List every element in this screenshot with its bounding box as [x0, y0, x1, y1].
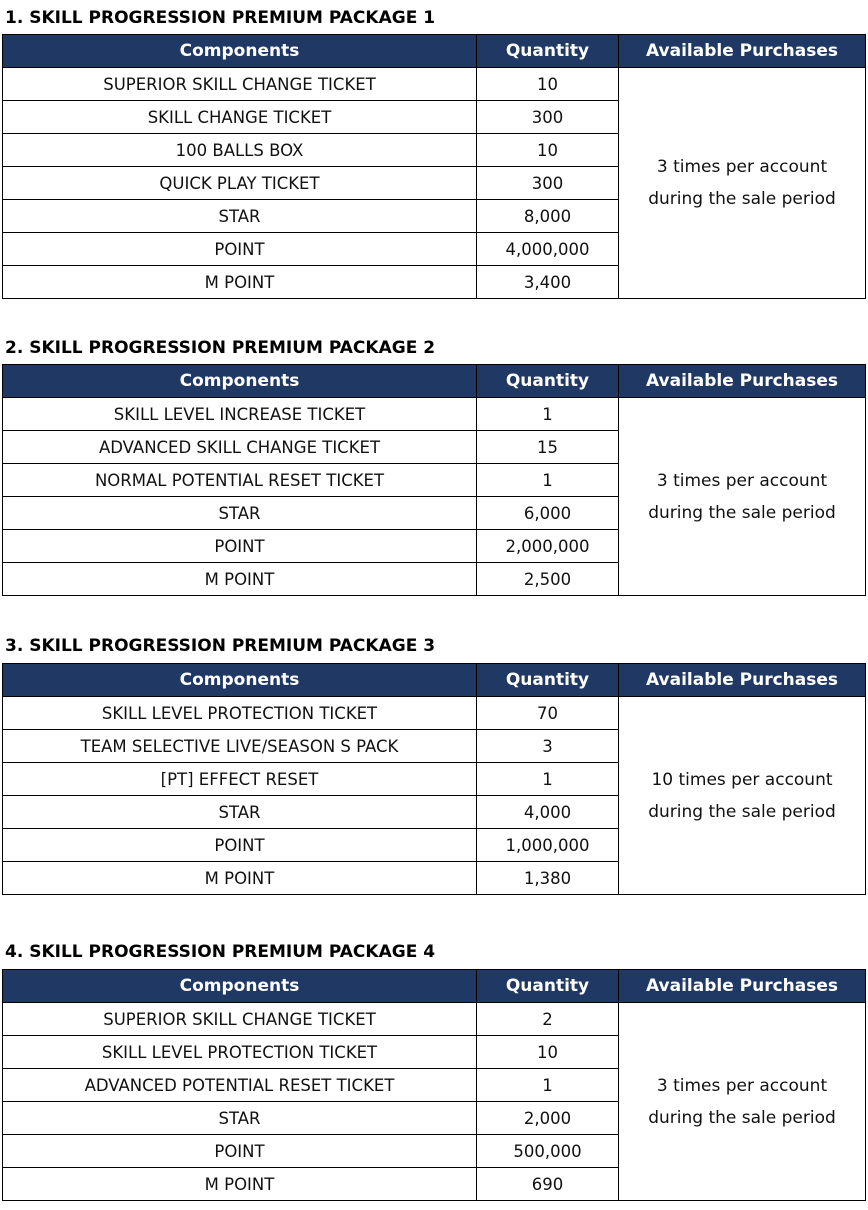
column-header-components: Components [3, 365, 477, 398]
quantity-cell: 10 [477, 1036, 619, 1069]
table-header-row [3, 970, 866, 1003]
quantity-cell: 1 [477, 1069, 619, 1102]
component-cell: 100 BALLS BOX [3, 134, 477, 167]
quantity-cell: 300 [477, 167, 619, 200]
component-cell: M POINT [3, 266, 477, 299]
component-cell: SUPERIOR SKILL CHANGE TICKET [3, 68, 477, 101]
quantity-cell: 500,000 [477, 1135, 619, 1168]
column-header-available-purchases: Available Purchases [619, 664, 866, 697]
column-header-available-purchases: Available Purchases [619, 35, 866, 68]
purchase-period-text: during the sale period [648, 502, 836, 523]
table-header-row [3, 35, 866, 68]
quantity-cell: 1 [477, 464, 619, 497]
component-cell: [PT] EFFECT RESET [3, 763, 477, 796]
component-cell: SKILL LEVEL PROTECTION TICKET [3, 1036, 477, 1069]
component-cell: SKILL LEVEL PROTECTION TICKET [3, 697, 477, 730]
component-cell: TEAM SELECTIVE LIVE/SEASON S PACK [3, 730, 477, 763]
component-cell: NORMAL POTENTIAL RESET TICKET [3, 464, 477, 497]
component-cell: POINT [3, 1135, 477, 1168]
table-row [3, 697, 866, 730]
component-cell: M POINT [3, 862, 477, 895]
quantity-cell: 1 [477, 398, 619, 431]
component-cell: POINT [3, 530, 477, 563]
quantity-cell: 690 [477, 1168, 619, 1201]
quantity-cell: 1,000,000 [477, 829, 619, 862]
package-title: 4. SKILL PROGRESSION PREMIUM PACKAGE 4 [5, 942, 436, 962]
quantity-cell: 1,380 [477, 862, 619, 895]
package-title: 3. SKILL PROGRESSION PREMIUM PACKAGE 3 [5, 636, 436, 656]
package-1-table [2, 34, 866, 299]
component-cell: M POINT [3, 1168, 477, 1201]
component-cell: SKILL CHANGE TICKET [3, 101, 477, 134]
quantity-cell: 2 [477, 1003, 619, 1036]
column-header-available-purchases: Available Purchases [619, 970, 866, 1003]
quantity-cell: 2,000 [477, 1102, 619, 1135]
package-title: 1. SKILL PROGRESSION PREMIUM PACKAGE 1 [5, 8, 436, 28]
component-cell: ADVANCED SKILL CHANGE TICKET [3, 431, 477, 464]
available-purchases-cell [619, 697, 866, 895]
quantity-cell: 10 [477, 68, 619, 101]
quantity-cell: 300 [477, 101, 619, 134]
quantity-cell: 8,000 [477, 200, 619, 233]
column-header-quantity: Quantity [477, 970, 619, 1003]
column-header-quantity: Quantity [477, 365, 619, 398]
package-3-table [2, 663, 866, 895]
package-2-table [2, 364, 866, 596]
table-header-row [3, 664, 866, 697]
quantity-cell: 4,000 [477, 796, 619, 829]
available-purchases-cell [619, 1003, 866, 1201]
quantity-cell: 10 [477, 134, 619, 167]
quantity-cell: 15 [477, 431, 619, 464]
quantity-cell: 2,500 [477, 563, 619, 596]
quantity-cell: 70 [477, 697, 619, 730]
column-header-components: Components [3, 970, 477, 1003]
available-purchases-cell [619, 68, 866, 299]
purchase-limit-text: 10 times per account [651, 769, 833, 790]
component-cell: STAR [3, 1102, 477, 1135]
column-header-components: Components [3, 35, 477, 68]
component-cell: POINT [3, 829, 477, 862]
table-row [3, 68, 866, 101]
purchase-limit-text: 3 times per account [656, 157, 828, 177]
purchase-period-text: during the sale period [648, 1107, 836, 1128]
table-row [3, 1003, 866, 1036]
purchase-period-text: during the sale period [648, 189, 836, 209]
package-title: 2. SKILL PROGRESSION PREMIUM PACKAGE 2 [5, 338, 436, 358]
table-row [3, 398, 866, 431]
component-cell: POINT [3, 233, 477, 266]
quantity-cell: 2,000,000 [477, 530, 619, 563]
table-header-row [3, 365, 866, 398]
purchase-period-text: during the sale period [648, 801, 836, 822]
column-header-components: Components [3, 664, 477, 697]
quantity-cell: 4,000,000 [477, 233, 619, 266]
component-cell: STAR [3, 497, 477, 530]
quantity-cell: 6,000 [477, 497, 619, 530]
component-cell: SKILL LEVEL INCREASE TICKET [3, 398, 477, 431]
component-cell: STAR [3, 796, 477, 829]
purchase-limit-text: 3 times per account [656, 1075, 828, 1096]
quantity-cell: 3,400 [477, 266, 619, 299]
package-4-table [2, 969, 866, 1201]
component-cell: SUPERIOR SKILL CHANGE TICKET [3, 1003, 477, 1036]
column-header-quantity: Quantity [477, 664, 619, 697]
component-cell: M POINT [3, 563, 477, 596]
purchase-limit-text: 3 times per account [656, 470, 828, 491]
column-header-available-purchases: Available Purchases [619, 365, 866, 398]
column-header-quantity: Quantity [477, 35, 619, 68]
quantity-cell: 1 [477, 763, 619, 796]
component-cell: QUICK PLAY TICKET [3, 167, 477, 200]
available-purchases-cell [619, 398, 866, 596]
quantity-cell: 3 [477, 730, 619, 763]
component-cell: STAR [3, 200, 477, 233]
component-cell: ADVANCED POTENTIAL RESET TICKET [3, 1069, 477, 1102]
